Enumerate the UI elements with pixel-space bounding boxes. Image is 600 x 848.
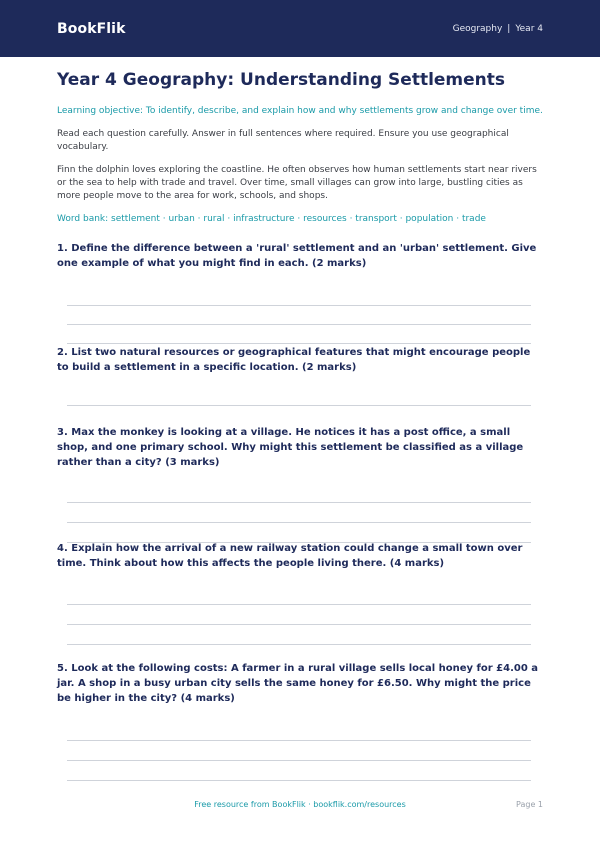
answer-line[interactable] <box>67 604 531 605</box>
question-block <box>57 345 543 375</box>
page-number: Page 1 <box>516 800 543 809</box>
question-block <box>57 425 543 470</box>
learning-objective: Learning objective: To identify, describe, and explain how and why settlements grow and change over time. <box>57 106 543 116</box>
worksheet-intro <box>0 68 600 226</box>
answer-line[interactable] <box>67 522 531 523</box>
answer-line[interactable] <box>67 502 531 503</box>
answer-line[interactable] <box>67 305 531 306</box>
question-block <box>57 241 543 271</box>
word-bank: Word bank: settlement · urban · rural · infrastructure · resources · transport · population · trade <box>57 214 486 224</box>
story-text: Finn the dolphin loves exploring the coastline. He often observes how human settlements start near rivers or the sea to help with trade and travel. Over time, small villages can grow into large, bustling cities as more people move to the area for work, schools, and shops. <box>57 165 537 201</box>
question-text: 4. Explain how the arrival of a new railway station could change a small town over time. Think about how this affects the people living there. (4 marks) <box>57 543 523 569</box>
footer-resource-text: Free resource from BookFlik · bookflik.com/resources <box>194 800 406 809</box>
year-label: Year 4 <box>515 23 543 34</box>
answer-line[interactable] <box>67 760 531 761</box>
answer-line[interactable] <box>67 780 531 781</box>
question-block <box>57 541 543 571</box>
answer-line[interactable] <box>67 343 531 344</box>
answer-line[interactable] <box>67 405 531 406</box>
question-text: 3. Max the monkey is looking at a village. He notices it has a post office, a small shop, and one primary school. Why might this settlement be classified as a village rather than a city? (3 marks) <box>57 427 524 468</box>
breadcrumb <box>453 24 543 34</box>
brand-logo: BookFlik <box>57 20 126 37</box>
page-title: Year 4 Geography: Understanding Settlements <box>57 70 506 90</box>
question-text: 1. Define the difference between a 'rural' settlement and an 'urban' settlement. Give one example of what you might find in each. (2 marks) <box>57 243 537 269</box>
instructions-text: Read each question carefully. Answer in full sentences where required. Ensure you use geographical vocabulary. <box>57 129 509 152</box>
subject-label: Geography <box>452 23 503 34</box>
answer-line[interactable] <box>67 324 531 325</box>
page-header <box>0 0 600 57</box>
breadcrumb-separator: | <box>507 23 511 34</box>
answer-line[interactable] <box>67 624 531 625</box>
answer-line[interactable] <box>67 740 531 741</box>
page-footer <box>0 800 600 816</box>
question-block <box>57 661 543 706</box>
question-text: 2. List two natural resources or geographical features that might encourage people to build a settlement in a specific location. (2 marks) <box>57 347 531 373</box>
question-text: 5. Look at the following costs: A farmer in a rural village sells local honey for £4.00 a jar. A shop in a busy urban city sells the same honey for £6.50. Why might the price be higher in the city? (4 marks) <box>57 663 539 704</box>
answer-line[interactable] <box>67 644 531 645</box>
